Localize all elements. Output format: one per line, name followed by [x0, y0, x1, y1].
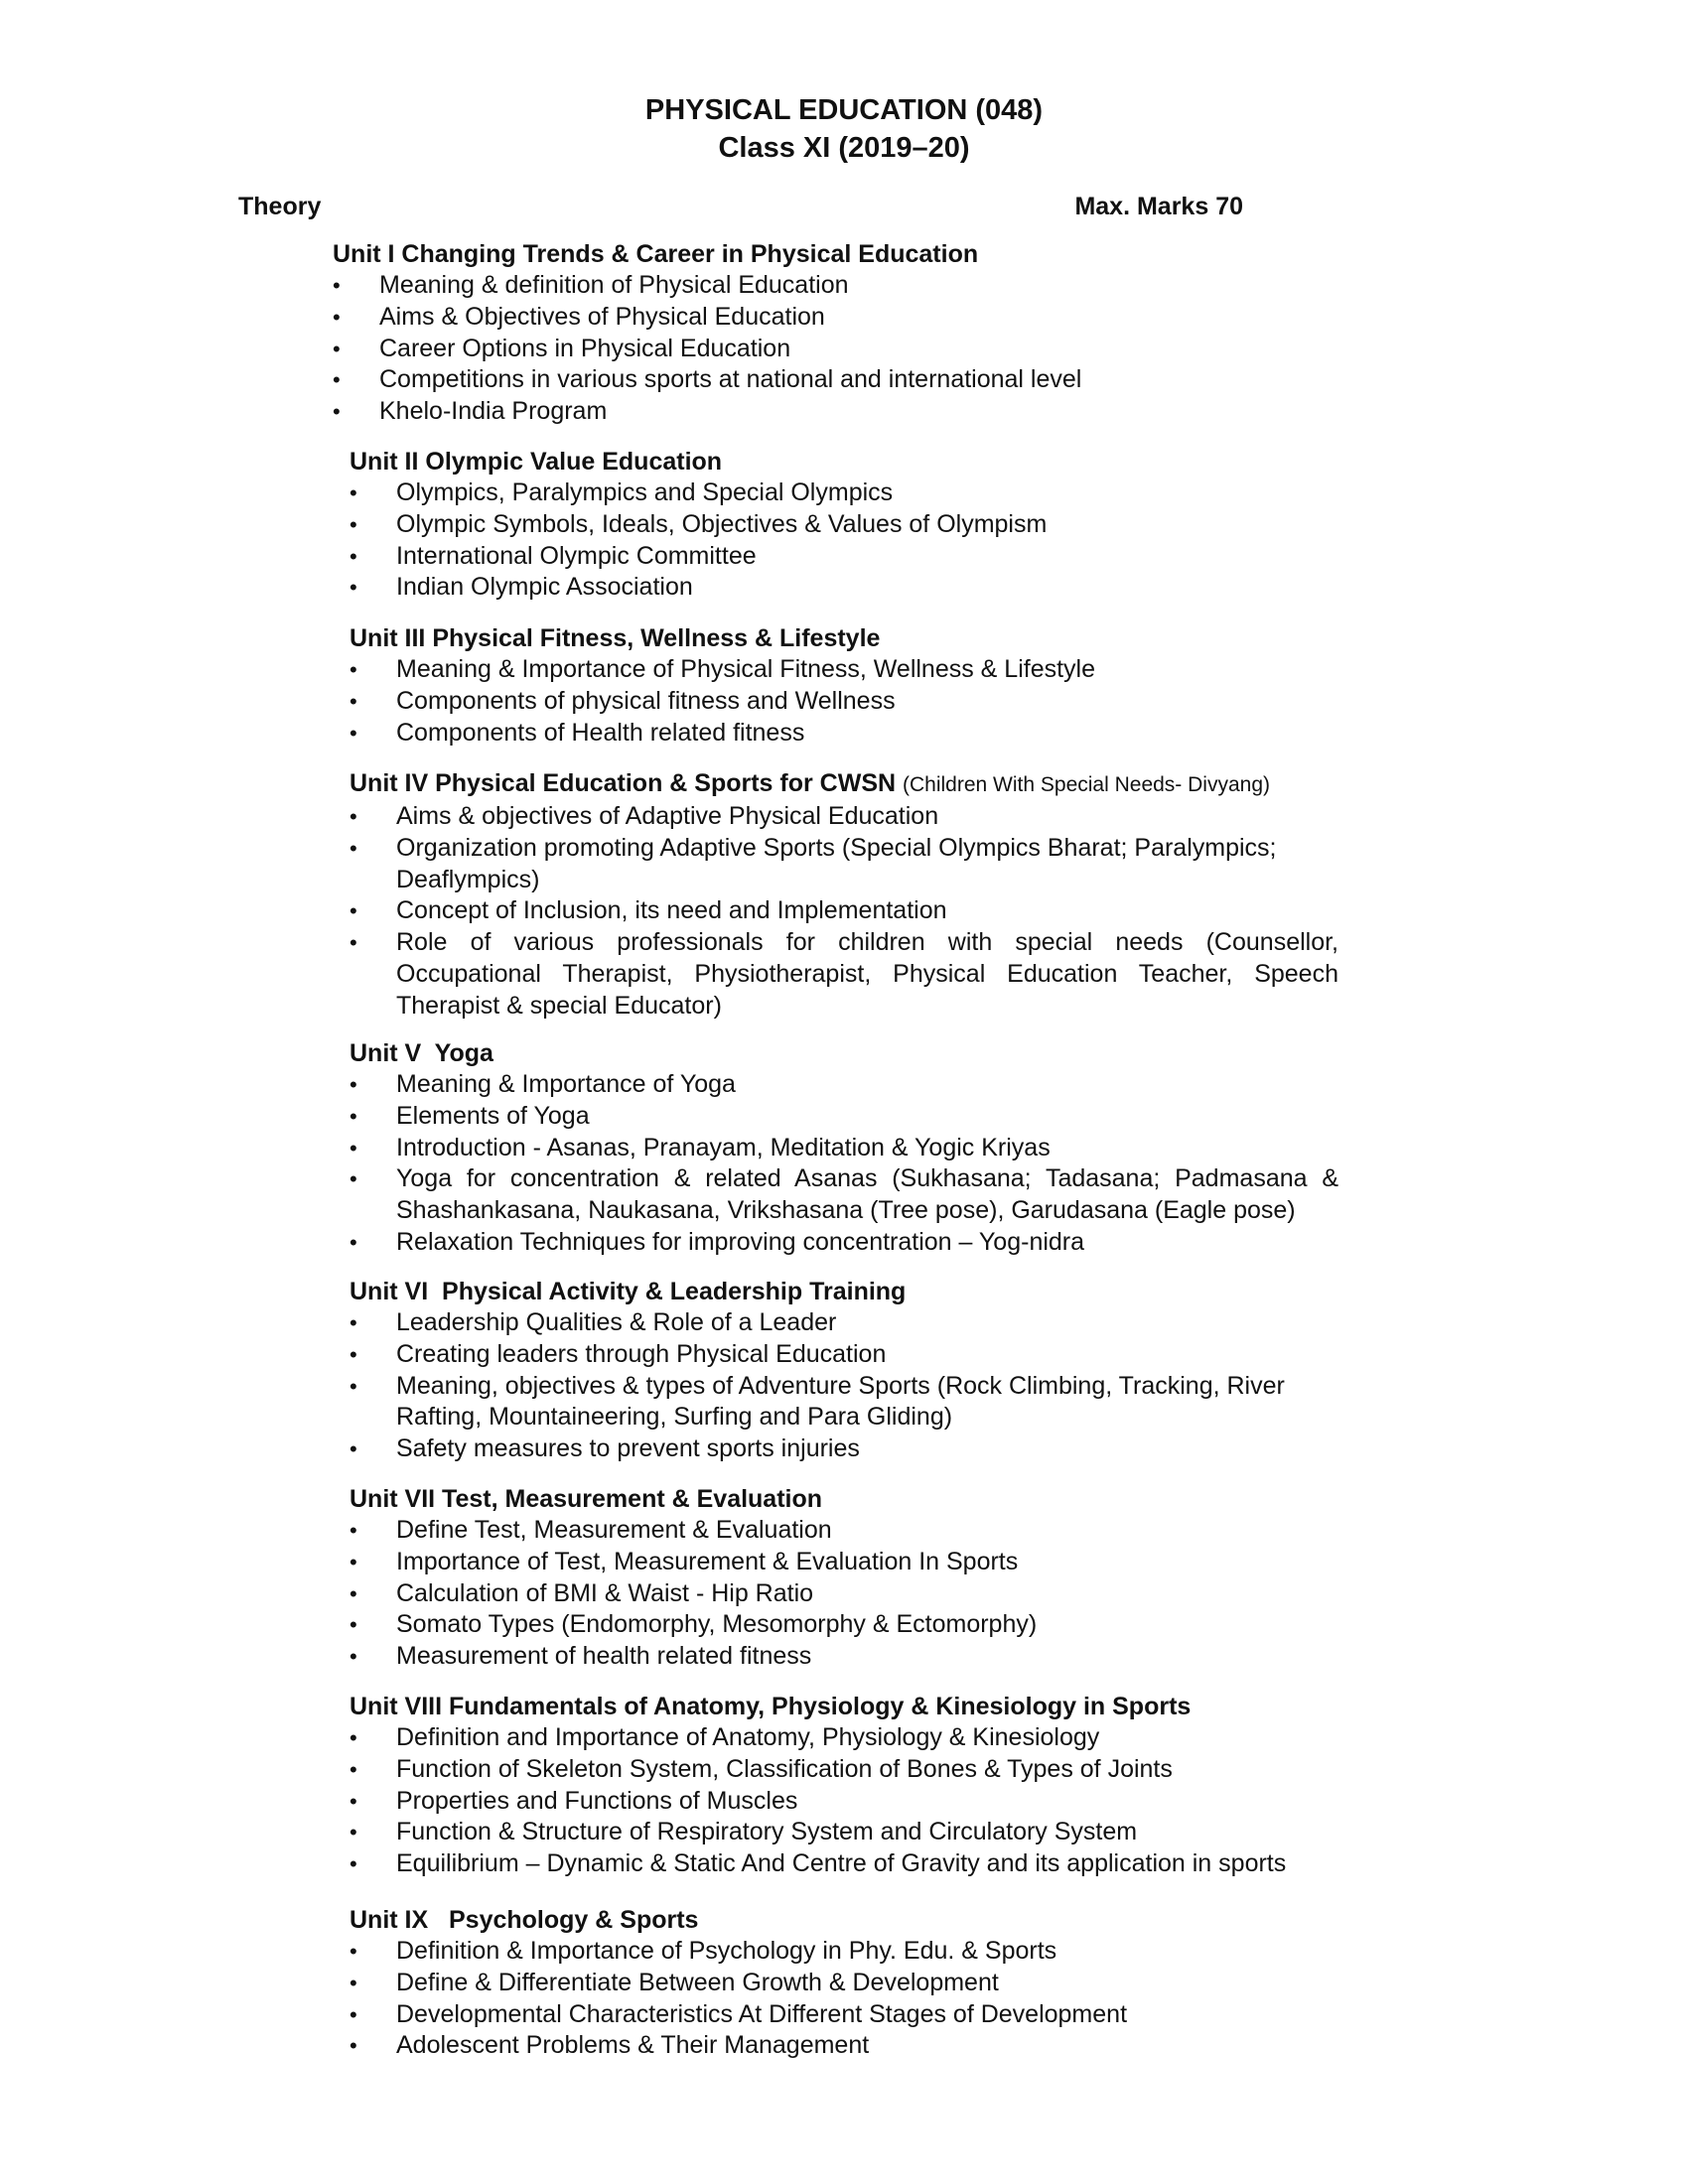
unit-heading: Unit IV Physical Education & Sports for CWSN (Children With Special Needs- Divyang) — [350, 769, 1270, 797]
bullet-icon: • — [350, 688, 357, 714]
marks-row — [238, 193, 1243, 226]
bullet-icon: • — [350, 1341, 357, 1367]
unit-heading: Unit VII Test, Measurement & Evaluation — [350, 1485, 823, 1513]
unit-topic-list — [350, 801, 1338, 1023]
list-item: • Definition & Importance of Psychology in Phy. Edu. & Sports — [350, 1936, 1338, 1968]
unit-topic-list — [350, 1722, 1338, 1880]
unit-section — [333, 238, 1322, 428]
bullet-icon: • — [350, 1135, 357, 1160]
list-item: • Indian Olympic Association — [350, 572, 1338, 604]
bullet-icon: • — [333, 399, 341, 425]
list-item: • Career Options in Physical Education — [333, 334, 1322, 365]
bullet-icon: • — [350, 1373, 357, 1399]
unit-section — [350, 622, 1338, 749]
list-item: • Concept of Inclusion, its need and Implementation — [350, 895, 1338, 927]
bullet-icon: • — [350, 1644, 357, 1670]
bullet-icon: • — [350, 480, 357, 505]
bullet-icon: • — [350, 511, 357, 537]
bullet-icon: • — [350, 1166, 357, 1192]
list-item: • Somato Types (Endomorphy, Mesomorphy & Ectomorphy) — [350, 1609, 1338, 1641]
bullet-icon: • — [350, 720, 357, 746]
bullet-icon: • — [350, 804, 357, 829]
bullet-icon: • — [333, 367, 341, 393]
list-item: • Properties and Functions of Muscles — [350, 1786, 1338, 1818]
bullet-icon: • — [350, 657, 357, 682]
list-item: • Developmental Characteristics At Different Stages of Development — [350, 1999, 1338, 2031]
list-item: • Leadership Qualities & Role of a Leader — [350, 1307, 1338, 1339]
unit-heading: Unit II Olympic Value Education — [350, 448, 723, 476]
unit-heading: Unit III Physical Fitness, Wellness & Lifestyle — [350, 624, 881, 652]
bullet-icon: • — [350, 543, 357, 569]
unit-heading: Unit VIII Fundamentals of Anatomy, Physiology & Kinesiology in Sports — [350, 1693, 1192, 1720]
bullet-icon: • — [350, 1820, 357, 1845]
list-item: • Define & Differentiate Between Growth & Development — [350, 1968, 1338, 1999]
bullet-icon: • — [350, 1310, 357, 1335]
unit-topic-list — [333, 270, 1322, 428]
list-item: • Definition and Importance of Anatomy, Physiology & Kinesiology — [350, 1722, 1338, 1754]
section-label: Theory — [238, 193, 322, 220]
unit-section — [350, 446, 1338, 604]
title-class: Class XI (2019–20) — [718, 132, 970, 164]
bullet-icon: • — [333, 336, 341, 361]
bullet-icon: • — [350, 930, 357, 956]
bullet-icon: • — [350, 1072, 357, 1097]
bullet-icon: • — [350, 1725, 357, 1750]
list-item: • Function & Structure of Respiratory System and Circulatory System — [350, 1817, 1338, 1848]
list-item: • Yoga for concentration & related Asanas (Sukhasana; Tadasana; Padmasana & Shashankasana, Naukasana, Vrikshasana (Tree pose), Garudasana (Eagle pose) — [350, 1164, 1338, 1225]
bullet-icon: • — [350, 835, 357, 861]
bullet-icon: • — [350, 1229, 357, 1255]
bullet-icon: • — [350, 1612, 357, 1638]
unit-topic-list — [350, 1515, 1338, 1673]
list-item: • Meaning & Importance of Yoga — [350, 1069, 1338, 1101]
bullet-icon: • — [333, 273, 341, 298]
list-item: • International Olympic Committee — [350, 541, 1338, 573]
list-item: • Role of various professionals for children with special needs (Counsellor, Occupational Therapist, Physiotherapist, Physical Education Teacher, Speech Therapist & special Educator) — [350, 928, 1338, 1020]
unit-section — [350, 1037, 1338, 1259]
list-item: • Importance of Test, Measurement & Evaluation In Sports — [350, 1547, 1338, 1578]
bullet-icon: • — [350, 1756, 357, 1782]
unit-section — [350, 1483, 1338, 1673]
list-item: • Components of Health related fitness — [350, 718, 1338, 750]
bullet-icon: • — [350, 1518, 357, 1543]
bullet-icon: • — [350, 1939, 357, 1964]
bullet-icon: • — [333, 304, 341, 330]
list-item: • Define Test, Measurement & Evaluation — [350, 1515, 1338, 1547]
list-item: • Competitions in various sports at national and international level — [333, 364, 1322, 396]
bullet-icon: • — [350, 1103, 357, 1129]
unit-heading-note: (Children With Special Needs- Divyang) — [903, 773, 1270, 796]
list-item: • Components of physical fitness and Wellness — [350, 686, 1338, 718]
list-item: • Creating leaders through Physical Education — [350, 1339, 1338, 1371]
list-item: • Equilibrium – Dynamic & Static And Centre of Gravity and its application in sports — [350, 1848, 1338, 1880]
bullet-icon: • — [350, 1788, 357, 1814]
unit-section — [350, 1276, 1338, 1465]
unit-heading: Unit V Yoga — [350, 1039, 493, 1067]
document-title — [0, 91, 1688, 167]
bullet-icon: • — [350, 2001, 357, 2027]
list-item: • Function of Skeleton System, Classification of Bones & Types of Joints — [350, 1754, 1338, 1786]
bullet-icon: • — [350, 1970, 357, 1995]
list-item: • Calculation of BMI & Waist - Hip Ratio — [350, 1578, 1338, 1610]
list-item: • Relaxation Techniques for improving concentration – Yog-nidra — [350, 1227, 1338, 1259]
list-item: • Adolescent Problems & Their Management — [350, 2030, 1338, 2062]
unit-topic-list — [350, 1069, 1338, 1259]
bullet-icon: • — [350, 1436, 357, 1462]
list-item: • Aims & Objectives of Physical Education — [333, 302, 1322, 334]
unit-topic-list — [350, 654, 1338, 749]
list-item: • Meaning & definition of Physical Education — [333, 270, 1322, 302]
bullet-icon: • — [350, 2033, 357, 2059]
unit-heading: Unit IX Psychology & Sports — [350, 1906, 699, 1934]
list-item: • Organization promoting Adaptive Sports (Special Olympics Bharat; Paralympics; Deaflympics) — [350, 833, 1277, 893]
unit-topic-list — [350, 478, 1338, 604]
list-item: • Meaning, objectives & types of Adventure Sports (Rock Climbing, Tracking, River Rafting, Mountaineering, Surfing and Para Gliding) — [350, 1371, 1285, 1432]
bullet-icon: • — [350, 1549, 357, 1574]
bullet-icon: • — [350, 575, 357, 601]
title-subject: PHYSICAL EDUCATION (048) — [644, 94, 1044, 126]
bullet-icon: • — [350, 1851, 357, 1877]
unit-section — [350, 767, 1338, 1023]
list-item: • Olympics, Paralympics and Special Olympics — [350, 478, 1338, 509]
unit-section — [350, 1691, 1338, 1880]
bullet-icon: • — [350, 1580, 357, 1606]
unit-heading: Unit VI Physical Activity & Leadership Training — [350, 1278, 907, 1305]
unit-heading: Unit I Changing Trends & Career in Physical Education — [333, 240, 979, 268]
unit-topic-list — [350, 1936, 1338, 2062]
list-item: • Khelo-India Program — [333, 396, 1322, 428]
list-item: • Introduction - Asanas, Pranayam, Meditation & Yogic Kriyas — [350, 1133, 1338, 1164]
list-item: • Aims & objectives of Adaptive Physical Education — [350, 801, 1338, 833]
unit-topic-list — [350, 1307, 1338, 1465]
bullet-icon: • — [350, 898, 357, 924]
list-item: • Measurement of health related fitness — [350, 1641, 1338, 1673]
unit-section — [350, 1904, 1338, 2062]
list-item: • Safety measures to prevent sports injuries — [350, 1433, 1338, 1465]
list-item: • Elements of Yoga — [350, 1101, 1338, 1133]
list-item: • Olympic Symbols, Ideals, Objectives & Values of Olympism — [350, 509, 1338, 541]
max-marks-label: Max. Marks 70 — [1074, 193, 1243, 220]
list-item: • Meaning & Importance of Physical Fitness, Wellness & Lifestyle — [350, 654, 1338, 686]
